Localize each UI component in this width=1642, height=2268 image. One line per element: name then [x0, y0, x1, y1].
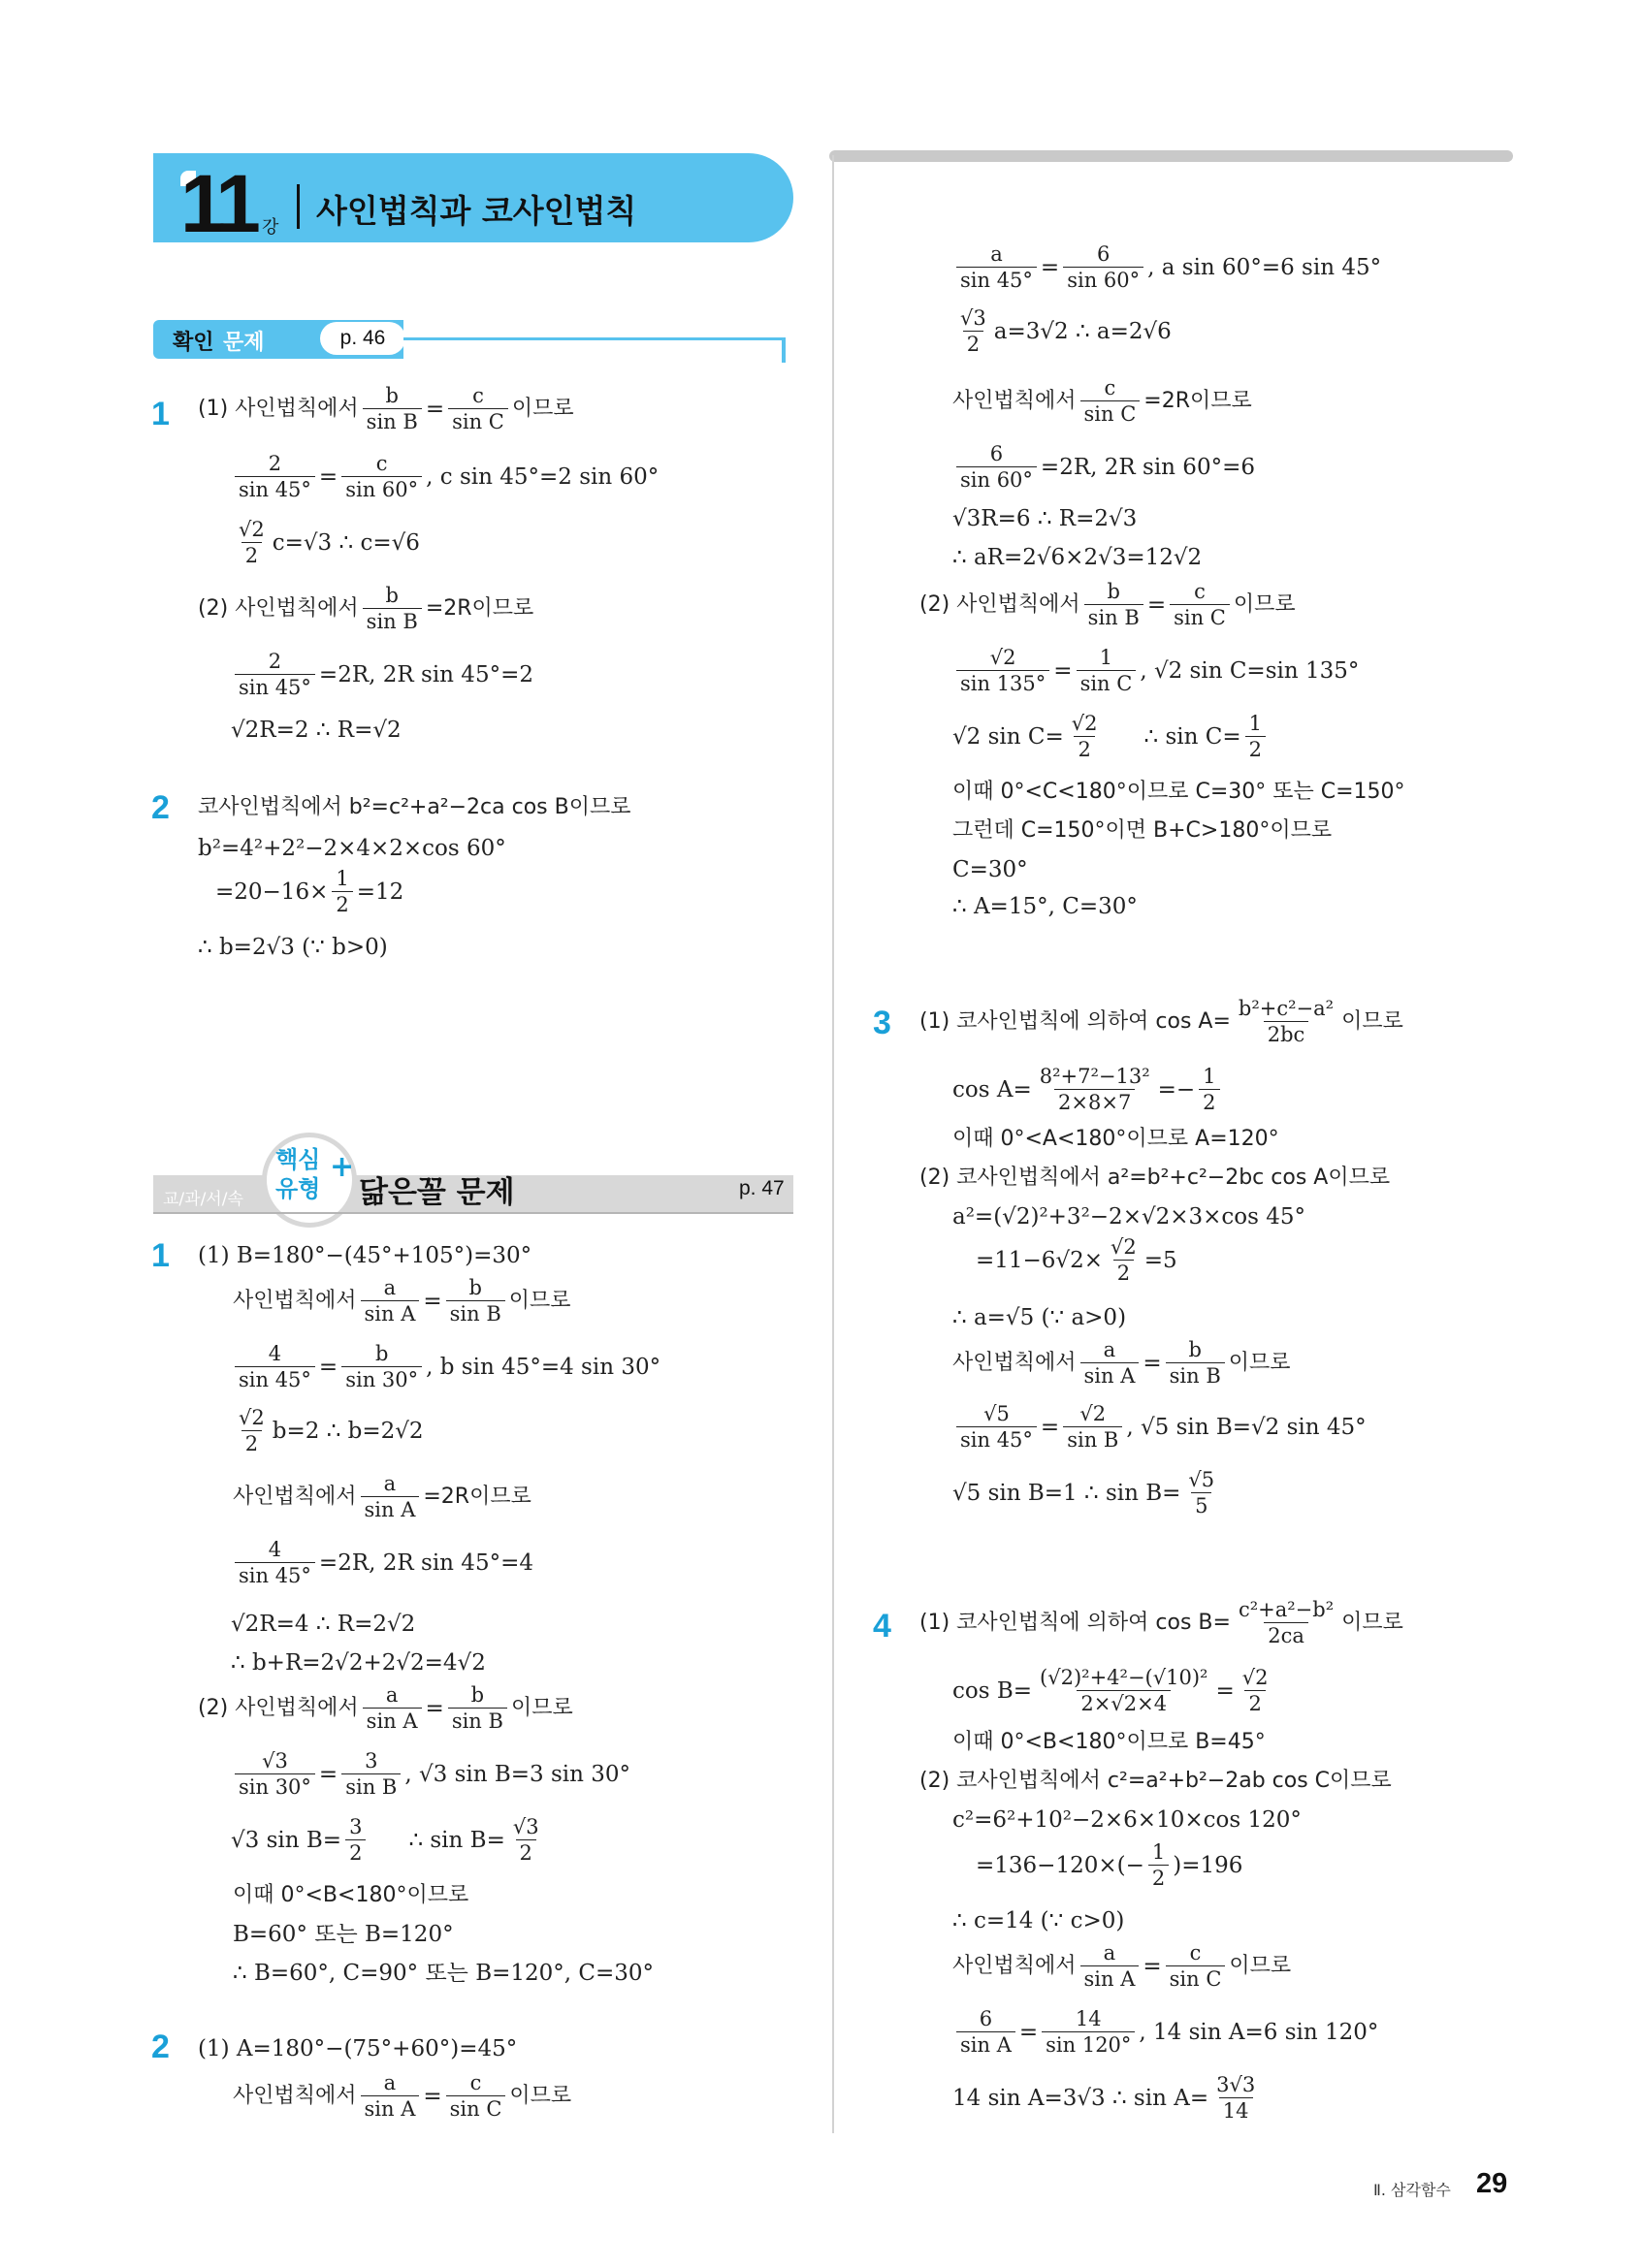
- solution-line: $\frac{√3}{2}$ a=3√2 ∴ a=2√6: [960, 306, 1172, 356]
- solution-line: 사인법칙에서 $\frac{a}{\text{sin A}}$ = $\frac{c}{\text{sin C}}$ 이므로: [952, 1941, 1292, 1991]
- solution-line: 코사인법칙에서 b²=c²+a²−2ca cos B이므로: [198, 795, 631, 819]
- solution-line: cos B= $\frac{\text{(√2)²+4²−(√10)²}}{2\times√2\times 4}$ = $\frac{√2}{2}$: [952, 1666, 1269, 1715]
- solution-line: cos A= $\frac{\text{8²+7²−13²}}{2\times 8\times 7}$ =− $\frac{1}{2}$: [952, 1067, 1224, 1113]
- solution-line: ∴ B=60°, C=90° 또는 B=120°, C=30°: [233, 1961, 655, 1986]
- solution-line: $\frac{2}{\sin 45^\circ}$ =2R, 2R sin 45°=2: [231, 652, 533, 698]
- solution-line: $\frac{√5}{\sin 45^\circ}$ = $\frac{√2}{\text{sin B}}$ , √5 sin B=√2 sin 45°: [952, 1404, 1367, 1451]
- core-side-label: 교/과/서/속: [163, 1190, 243, 1209]
- solution-line: $\frac{√2}{2}$ c=√3 ∴ c=√6: [239, 518, 420, 567]
- solution-line: b²=4²+2²−2×4×2×cos 60°: [198, 836, 506, 861]
- solution-line: $\frac{6}{\text{sin A}}$ = $\frac{14}{\sin 120^\circ}$ , 14 sin A=6 sin 120°: [952, 2009, 1378, 2056]
- solution-line: ∴ a=√5 (∵ a>0): [952, 1305, 1127, 1330]
- solution-line: √3 sin B= $\frac{3}{2}$ ∴ sin B= $\frac{√3}{2}$: [231, 1815, 539, 1865]
- solution-line: √5 sin B=1 ∴ sin B= $\frac{√5}{5}$: [952, 1468, 1215, 1517]
- core-title: 닮은꼴 문제: [359, 1175, 515, 1210]
- solution-line: =20−16× $\frac{1}{2}$ =12: [215, 867, 404, 916]
- solution-line: =11−6√2× $\frac{√2}{2}$ =5: [976, 1235, 1177, 1285]
- core-page-ref: p. 47: [739, 1177, 785, 1199]
- column-divider: [832, 155, 834, 2133]
- problem-number: 2: [151, 2028, 170, 2065]
- plus-icon: +: [330, 1150, 355, 1184]
- solution-line: B=60° 또는 B=120°: [233, 1922, 454, 1947]
- problem-number: 1: [151, 1237, 170, 1274]
- lesson-unit: 강: [262, 217, 279, 238]
- solution-line: ∴ aR=2√6×2√3=12√2: [952, 545, 1203, 570]
- solution-line: $\frac{√3}{\sin 30^\circ}$ = $\frac{3}{\text{sin B}}$ , √3 sin B=3 sin 30°: [231, 1751, 630, 1798]
- solution-line: (1) 사인법칙에서 $\frac{b}{\text{sin B}}$ = $\frac{c}{\text{sin C}}$ 이므로: [198, 384, 574, 433]
- page-number: 29: [1476, 2168, 1508, 2199]
- solution-line: C=30°: [952, 857, 1028, 882]
- solution-line: $\frac{a}{\sin 45^\circ}$ = $\frac{6}{\sin 60^\circ}$ , a sin 60°=6 sin 45°: [952, 244, 1381, 291]
- solution-line: =136−120×(− $\frac{1}{2}$ )=196: [976, 1840, 1243, 1890]
- solution-line: 그런데 C=150°이면 B+C>180°이므로: [952, 818, 1333, 843]
- solution-line: $\frac{6}{\sin 60^\circ}$ =2R, 2R sin 60°=6: [952, 444, 1255, 491]
- solution-line: 사인법칙에서 $\frac{a}{\text{sin A}}$ = $\frac{b}{\text{sin B}}$ 이므로: [233, 1276, 571, 1326]
- solution-line: (1) A=180°−(75°+60°)=45°: [198, 2036, 518, 2061]
- solution-line: ∴ A=15°, C=30°: [952, 894, 1138, 919]
- problem-number: 2: [151, 789, 170, 826]
- problem-number: 4: [873, 1608, 891, 1645]
- solution-line: √2R=2 ∴ R=√2: [231, 718, 402, 743]
- solution-line: 사인법칙에서 $\frac{c}{\text{sin C}}$ =2R이므로: [952, 376, 1252, 426]
- solution-line: $\frac{√2}{\sin 135^\circ}$ = $\frac{1}{\text{sin C}}$ , √2 sin C=sin 135°: [952, 648, 1359, 694]
- solution-line: 이때 0°<A<180°이므로 A=120°: [952, 1127, 1279, 1151]
- problem-number: 1: [151, 396, 170, 432]
- core-badge-text: 핵심: [275, 1146, 321, 1173]
- solution-line: (2) 사인법칙에서 $\frac{b}{\text{sin B}}$ = $\frac{c}{\text{sin C}}$ 이므로: [919, 580, 1296, 629]
- solution-line: $\frac{√2}{2}$ b=2 ∴ b=2√2: [239, 1406, 424, 1455]
- solution-line: $\frac{2}{\sin 45^\circ}$ = $\frac{c}{\sin 60^\circ}$ , c sin 45°=2 sin 60°: [231, 454, 659, 500]
- problem-number: 3: [873, 1005, 891, 1041]
- solution-line: 이때 0°<B<180°이므로: [233, 1883, 469, 1907]
- top-rule: [829, 150, 1513, 162]
- solution-line: $\frac{4}{\sin 45^\circ}$ = $\frac{b}{\sin 30^\circ}$ , b sin 45°=4 sin 30°: [231, 1344, 660, 1390]
- solution-line: ∴ b=2√3 (∵ b>0): [198, 935, 388, 960]
- confirm-underline-end: [782, 337, 786, 363]
- solution-line: c²=6²+10²−2×6×10×cos 120°: [952, 1807, 1302, 1833]
- confirm-label: 확인: [173, 331, 214, 355]
- solution-line: (2) 코사인법칙에서 c²=a²+b²−2ab cos C이므로: [919, 1769, 1392, 1793]
- solution-line: 사인법칙에서 $\frac{a}{\text{sin A}}$ =2R이므로: [233, 1472, 531, 1521]
- solution-line: 14 sin A=3√3 ∴ sin A= $\frac{3√3}{14}$: [952, 2073, 1256, 2123]
- footer-section: Ⅱ. 삼각함수: [1373, 2181, 1451, 2199]
- confirm-label-problem: 문제: [223, 331, 265, 355]
- lesson-number: 11: [180, 158, 255, 249]
- confirm-underline: [403, 337, 786, 340]
- lesson-title: 사인법칙과 코사인법칙: [316, 192, 637, 230]
- solution-line: √2R=4 ∴ R=2√2: [231, 1612, 416, 1637]
- solution-line: ∴ c=14 (∵ c>0): [952, 1908, 1125, 1933]
- solution-line: (1) B=180°−(45°+105°)=30°: [198, 1243, 532, 1268]
- core-underline: [153, 1212, 793, 1214]
- solution-line: (2) 사인법칙에서 $\frac{b}{\text{sin B}}$ =2R이므로: [198, 584, 534, 633]
- solution-line: 사인법칙에서 $\frac{a}{\text{sin A}}$ = $\frac{c}{\text{sin C}}$ 이므로: [233, 2071, 572, 2121]
- solution-line: a²=(√2)²+3²−2×√2×3×cos 45°: [952, 1204, 1306, 1230]
- solution-line: (2) 사인법칙에서 $\frac{a}{\text{sin A}}$ = $\frac{b}{\text{sin B}}$ 이므로: [198, 1683, 573, 1733]
- solution-line: √3R=6 ∴ R=2√3: [952, 506, 1138, 531]
- solution-line: (1) 코사인법칙에 의하여 cos B= $\frac{\text{c²+a²−b²}}{2ca}$ 이므로: [919, 1598, 1403, 1647]
- core-badge-text: 유형: [275, 1175, 321, 1202]
- solution-line: ∴ b+R=2√2+2√2=4√2: [231, 1650, 486, 1676]
- banner-divider: [297, 184, 300, 229]
- solution-line: √2 sin C= $\frac{√2}{2}$ ∴ sin C= $\frac{1}{2}$: [952, 714, 1270, 760]
- solution-line: $\frac{4}{\sin 45^\circ}$ =2R, 2R sin 45°=4: [231, 1540, 533, 1586]
- solution-line: 사인법칙에서 $\frac{a}{\text{sin A}}$ = $\frac{b}{\text{sin B}}$ 이므로: [952, 1338, 1291, 1388]
- solution-line: 이때 0°<C<180°이므로 C=30° 또는 C=150°: [952, 780, 1405, 804]
- solution-line: 이때 0°<B<180°이므로 B=45°: [952, 1730, 1266, 1754]
- solution-line: (2) 코사인법칙에서 a²=b²+c²−2bc cos A이므로: [919, 1166, 1391, 1190]
- confirm-page-ref: p. 46: [320, 322, 405, 355]
- solution-line: (1) 코사인법칙에 의하여 cos A= $\frac{\text{b²+c²−a²}}{2bc}$ 이므로: [919, 997, 1403, 1046]
